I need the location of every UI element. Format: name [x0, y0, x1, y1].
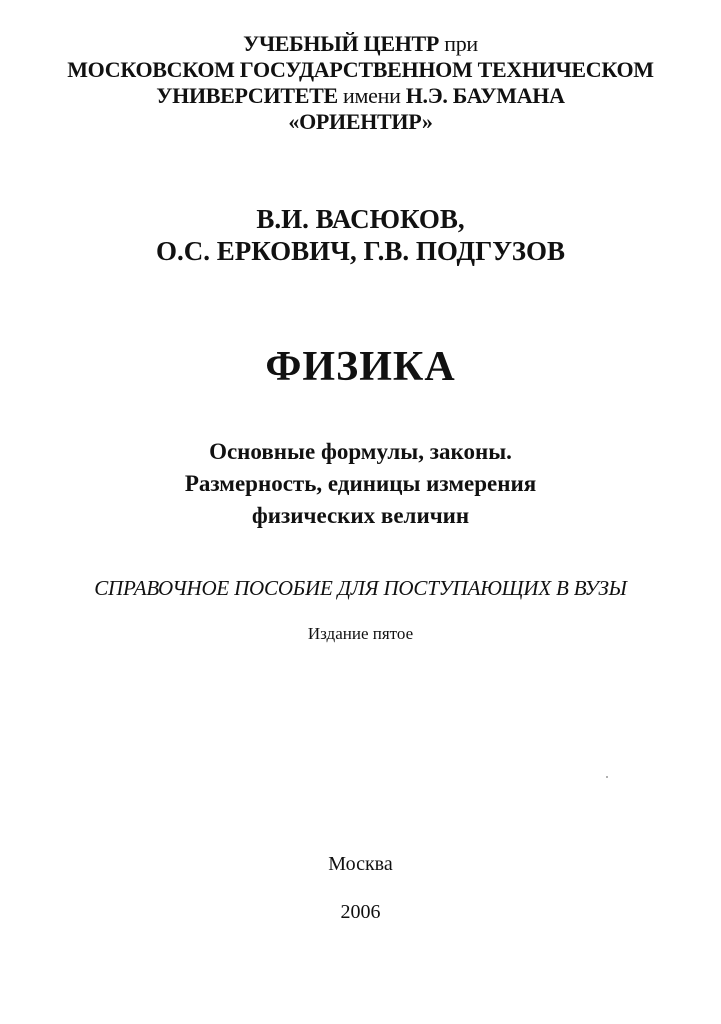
- institution-name: УЧЕБНЫЙ ЦЕНТР: [243, 31, 440, 56]
- institution-named-after: имени: [343, 83, 401, 108]
- book-title: ФИЗИКА: [265, 344, 456, 390]
- subtitle-line-1: Основные формулы, законы.: [209, 439, 512, 464]
- institution-line-1: [0, 31, 721, 57]
- authors-line-2: О.С. ЕРКОВИЧ, Г.В. ПОДГУЗОВ: [155, 236, 565, 266]
- scan-speck: [606, 776, 608, 778]
- publication-city: Москва: [328, 853, 393, 875]
- institution-line-3: [0, 83, 721, 109]
- book-description: СПРАВОЧНОЕ ПОСОБИЕ ДЛЯ ПОСТУПАЮЩИХ В ВУЗЫ: [94, 576, 627, 600]
- publication-year: 2006: [340, 901, 381, 923]
- institution-university: УНИВЕРСИТЕТЕ: [156, 83, 338, 108]
- subtitle-line-2: Размерность, единицы измерения: [184, 471, 537, 496]
- institution-line-2: МОСКОВСКОМ ГОСУДАРСТВЕННОМ ТЕХНИЧЕСКОМ: [67, 57, 654, 82]
- subtitle-line-3: физических величин: [251, 503, 470, 528]
- authors-line-1: В.И. ВАСЮКОВ,: [256, 204, 465, 234]
- institution-bauman: Н.Э. БАУМАНА: [405, 83, 565, 108]
- institution-line-4: «ОРИЕНТИР»: [288, 109, 433, 134]
- institution-preposition: при: [444, 31, 478, 56]
- edition-label: Издание пятое: [307, 624, 414, 643]
